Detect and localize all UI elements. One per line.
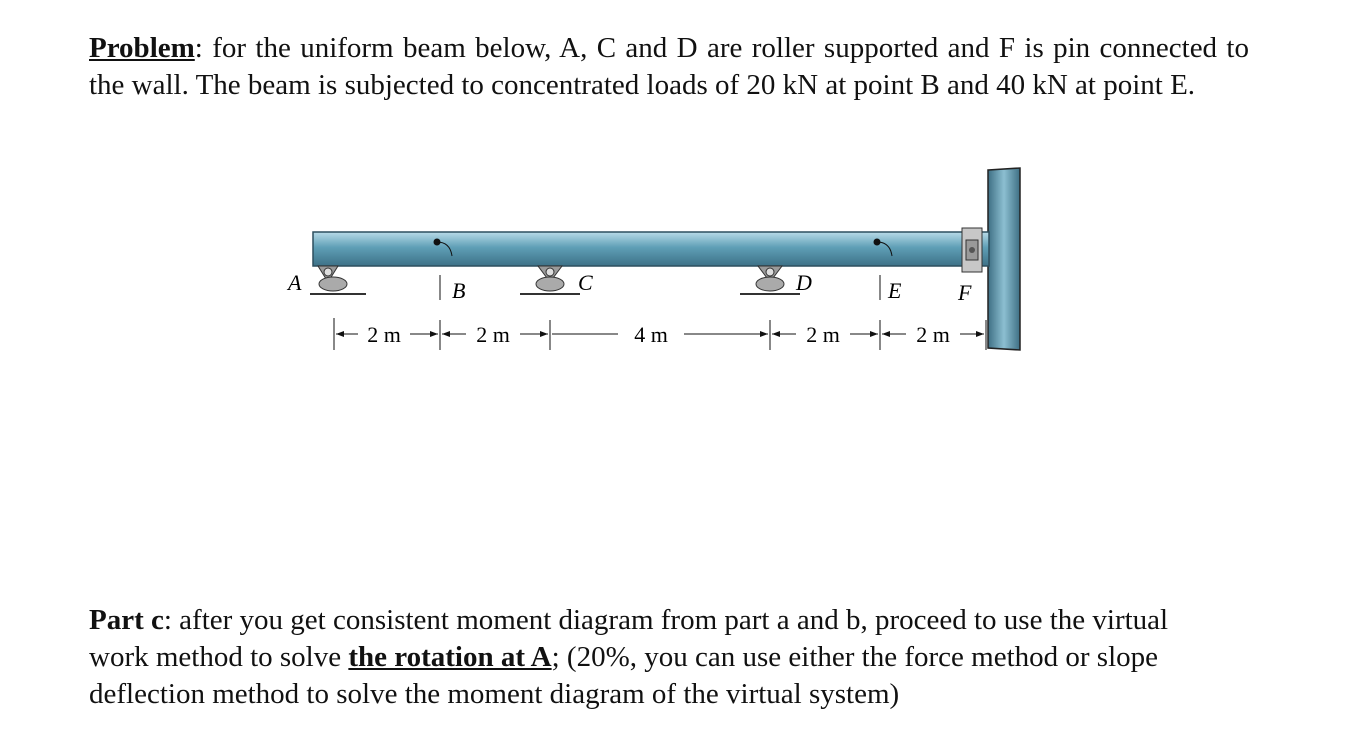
beam-figure bbox=[280, 160, 1040, 370]
problem-heading-colon: : bbox=[194, 32, 203, 64]
dim-cd: 4 m bbox=[634, 322, 668, 347]
dim-ef: 2 m bbox=[916, 322, 950, 347]
part-c-statement bbox=[89, 602, 1209, 713]
wall bbox=[988, 168, 1020, 350]
dim-de: 2 m bbox=[806, 322, 840, 347]
label-d: D bbox=[796, 270, 812, 295]
part-c-text-2: ; (20%, you can use either the force method or slope deflection method to solve the moment diagram of the virtual system) bbox=[89, 641, 1159, 710]
roller-support-c bbox=[520, 266, 580, 294]
roller-support-a bbox=[310, 266, 366, 294]
label-c: C bbox=[578, 270, 593, 295]
problem-text: for the uniform beam below, A, C and D are roller supported and F is pin connected to the wall. The beam is subjected to concentrated loads of 20 kN at point B and 40 kN at point E. bbox=[89, 32, 1249, 101]
roller-support-d bbox=[740, 266, 800, 294]
label-b: B bbox=[452, 278, 466, 303]
label-a: A bbox=[288, 270, 302, 295]
pin-connection-f bbox=[962, 228, 982, 272]
dim-bc: 2 m bbox=[476, 322, 510, 347]
label-f: F bbox=[958, 280, 972, 305]
part-c-heading: Part c bbox=[89, 604, 164, 636]
part-c-emphasis: the rotation at A bbox=[348, 641, 552, 673]
dim-ab: 2 m bbox=[367, 322, 401, 347]
part-c-text-1: : after you get consistent moment diagram from part a and b, proceed to use the virtual work method to solve bbox=[89, 604, 1169, 673]
problem-statement bbox=[89, 30, 1249, 104]
label-e: E bbox=[888, 278, 902, 303]
beam bbox=[313, 232, 989, 266]
problem-heading: Problem bbox=[89, 32, 195, 64]
